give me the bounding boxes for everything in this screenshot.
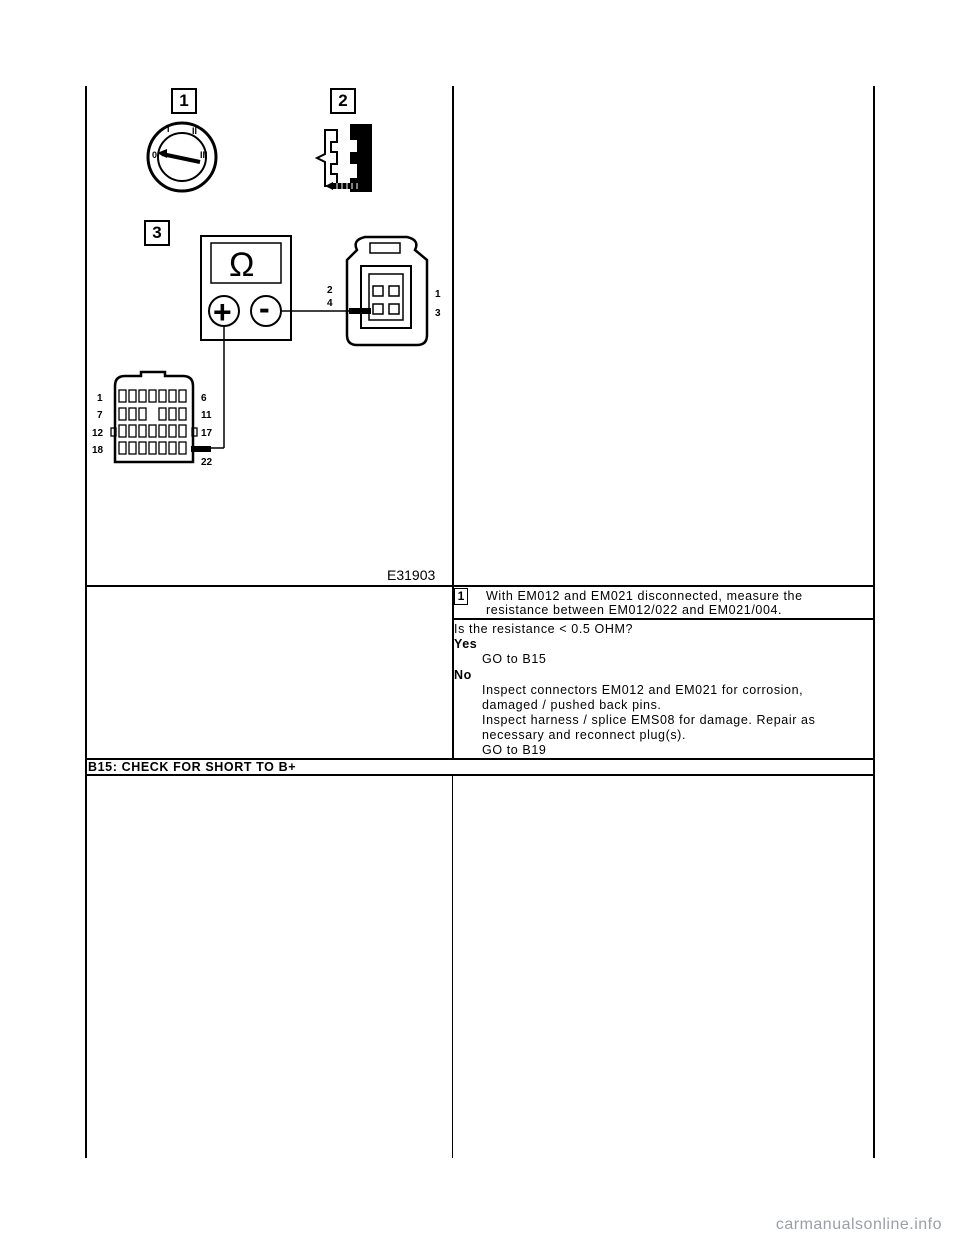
svg-text:22: 22 bbox=[201, 457, 213, 468]
svg-text:2: 2 bbox=[327, 285, 333, 296]
svg-text:17: 17 bbox=[201, 428, 213, 439]
table-center-divider-top bbox=[452, 86, 454, 758]
callout-3: 3 bbox=[144, 220, 170, 246]
svg-text:I: I bbox=[167, 124, 170, 134]
table-center-divider-bottom bbox=[452, 776, 453, 1158]
answer-no-line: Inspect harness / splice EMS08 for damage. Repair as bbox=[482, 713, 816, 727]
callout-1: 1 bbox=[171, 88, 197, 114]
step-number: 1 bbox=[454, 588, 468, 605]
section-heading: B15: CHECK FOR SHORT TO B+ bbox=[88, 760, 297, 774]
svg-text:18: 18 bbox=[92, 445, 104, 456]
ignition-switch-icon bbox=[148, 123, 216, 191]
ohm-symbol: Ω bbox=[229, 246, 255, 284]
row-divider-step bbox=[452, 618, 875, 620]
answer-yes-label: Yes bbox=[454, 637, 478, 651]
table-right-border bbox=[873, 86, 875, 1158]
connector-em012-icon bbox=[92, 372, 213, 468]
answer-no-line: GO to B19 bbox=[482, 743, 547, 757]
row-divider-figure bbox=[85, 585, 875, 587]
ohmmeter-icon bbox=[201, 236, 291, 340]
svg-text:III: III bbox=[200, 150, 208, 160]
connector-em021-icon bbox=[327, 237, 441, 345]
svg-text:0: 0 bbox=[152, 150, 158, 160]
svg-text:11: 11 bbox=[201, 410, 212, 421]
figure-id: E31903 bbox=[387, 567, 436, 583]
disconnect-connector-icon bbox=[317, 124, 372, 192]
answer-no-line: necessary and reconnect plug(s). bbox=[482, 728, 687, 742]
svg-text:3: 3 bbox=[435, 308, 441, 319]
svg-text:7: 7 bbox=[97, 410, 103, 421]
wiring-diagram bbox=[87, 100, 452, 585]
svg-text:+: + bbox=[213, 294, 232, 330]
answer-no-label: No bbox=[454, 668, 472, 682]
svg-text:II: II bbox=[192, 126, 198, 136]
question-text: Is the resistance < 0.5 OHM? bbox=[454, 622, 634, 636]
site-watermark: carmanualsonline.info bbox=[775, 1216, 942, 1233]
answer-yes-action: GO to B15 bbox=[482, 652, 547, 666]
step-instruction-line1: With EM012 and EM021 disconnected, measure the bbox=[486, 589, 803, 603]
svg-text:1: 1 bbox=[97, 393, 103, 404]
svg-text:1: 1 bbox=[435, 289, 441, 300]
step-instruction-line2: resistance between EM012/022 and EM021/004. bbox=[486, 603, 783, 617]
svg-text:4: 4 bbox=[327, 298, 333, 309]
answer-no-line: Inspect connectors EM012 and EM021 for corrosion, bbox=[482, 683, 804, 697]
svg-text:-: - bbox=[259, 290, 270, 326]
svg-text:12: 12 bbox=[92, 428, 104, 439]
answer-no-line: damaged / pushed back pins. bbox=[482, 698, 662, 712]
svg-text:6: 6 bbox=[201, 393, 207, 404]
callout-2: 2 bbox=[330, 88, 356, 114]
